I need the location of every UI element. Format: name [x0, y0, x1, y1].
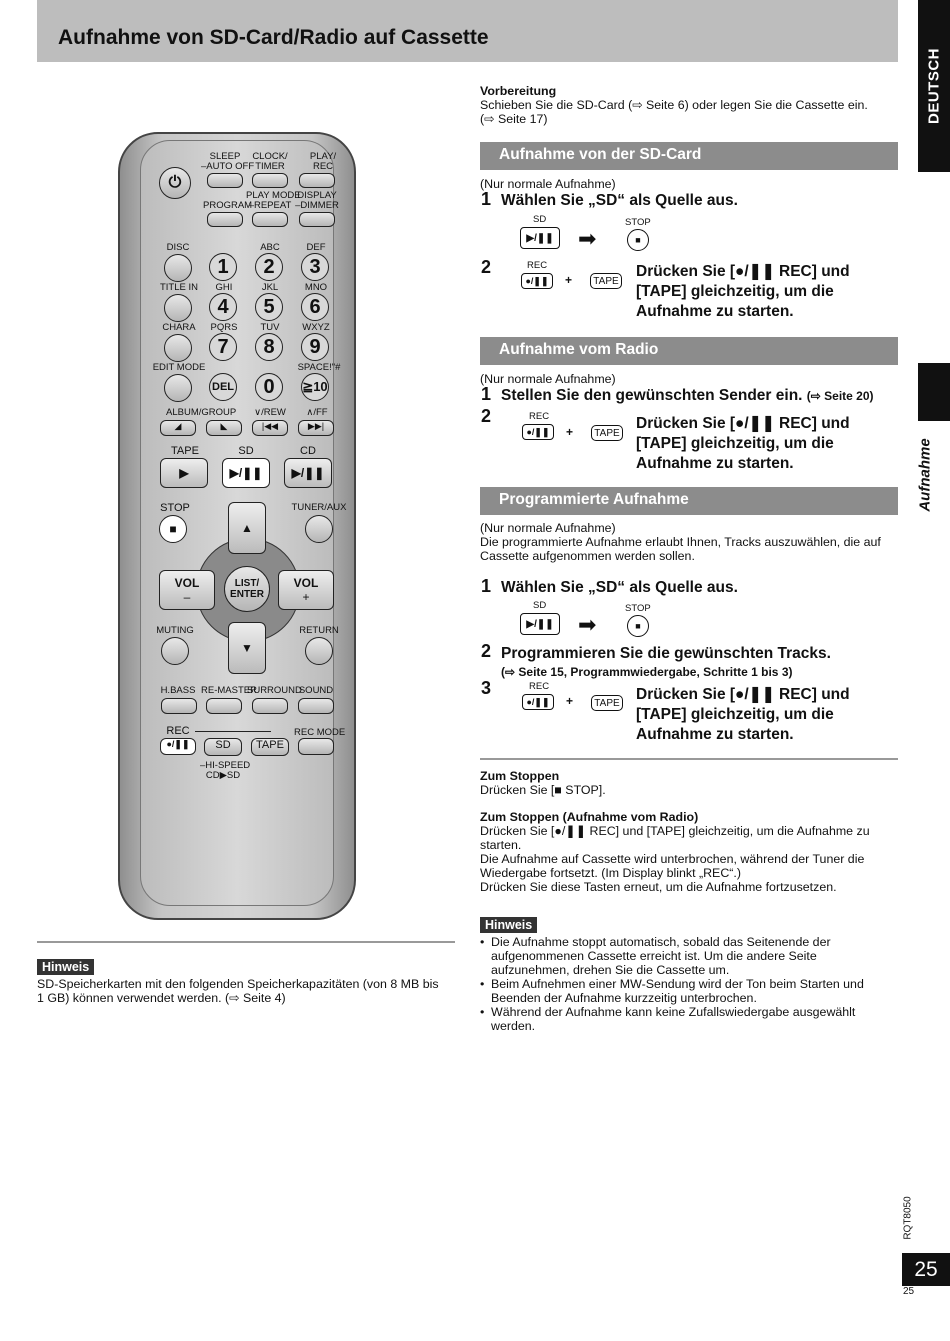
sd-play-key-icon: ▶/❚❚	[520, 613, 560, 635]
playmode-button	[252, 212, 288, 227]
stop-key-icon: ■	[627, 229, 649, 251]
remote-label-chara: CHARA	[162, 322, 196, 333]
sd-step2-text	[636, 262, 850, 322]
remote-label-space: SPACE!"#	[297, 362, 341, 373]
prep-heading: Vorbereitung	[480, 84, 557, 98]
display-button	[299, 212, 335, 227]
remote-label-return: RETURN	[299, 625, 339, 636]
remote-label-remaster: RE-MASTER	[201, 685, 257, 696]
remote-label-def: DEF	[306, 242, 326, 253]
num-0-button: 0	[255, 373, 283, 401]
hinweis-right-list	[480, 935, 900, 1033]
left-divider	[37, 941, 455, 943]
down-button: ▼	[228, 622, 266, 674]
remote-label-rec-mode: REC MODE	[294, 727, 346, 738]
section-marker	[918, 363, 950, 421]
num-5-button: 5	[255, 293, 283, 321]
prep-line-2: (⇨ Seite 17)	[480, 112, 548, 126]
rec-key-label: REC	[529, 681, 550, 692]
remote-label-tuv: TUV	[260, 322, 280, 333]
hinweis-note-2	[480, 977, 900, 1005]
radio-step1-number: 1	[481, 384, 492, 404]
album-down-button: ◢	[160, 420, 196, 436]
edit-mode-button	[164, 374, 192, 402]
rec-key-label: REC	[529, 411, 550, 422]
divider	[480, 758, 898, 760]
del-button: DEL	[209, 373, 237, 401]
remote-label-muting: MUTING	[156, 625, 194, 636]
section-sd-title: Aufnahme von der SD-Card	[480, 142, 898, 170]
chara-button	[164, 334, 192, 362]
plus-sign: +	[565, 273, 573, 287]
radio-step1-ref: (⇨ Seite 20)	[806, 389, 874, 403]
sd-step1-text: Wählen Sie „SD“ als Quelle aus.	[501, 192, 738, 209]
program-step2-number: 2	[481, 641, 492, 661]
section-radio-title: Aufnahme vom Radio	[480, 337, 898, 365]
program-desc-2: Cassette aufgenommen werden sollen.	[480, 549, 695, 563]
cd-play-pause-button: ▶/❚❚	[284, 458, 332, 488]
hbass-button	[161, 698, 197, 714]
preparation	[480, 84, 900, 126]
program-step1-text: Wählen Sie „SD“ als Quelle aus.	[501, 579, 738, 596]
stop-key-label: STOP	[625, 217, 651, 228]
rewind-button: |◀◀	[252, 420, 288, 436]
stop-key-label: STOP	[625, 603, 651, 614]
rec-key-icon: ●/❚❚	[522, 424, 554, 440]
hinweis-left-label: Hinweis	[37, 959, 94, 975]
rec-key-label: REC	[527, 260, 548, 271]
program-step3-line-1: Drücken Sie [●/❚❚ REC] und	[636, 686, 850, 703]
sound-button	[298, 698, 334, 714]
tape-key-icon: TAPE	[591, 425, 623, 441]
remote-label-hbass: H.BASS	[160, 685, 196, 696]
plus-sign: +	[566, 694, 574, 708]
program-step1-number: 1	[481, 576, 492, 596]
remote-label-title-in: TITLE IN	[159, 282, 198, 293]
hinweis-note-3	[480, 1005, 900, 1033]
radio-step1	[501, 387, 874, 405]
remote-label-disc: DISC	[166, 242, 190, 253]
remote-label-jkl: JKL	[261, 282, 279, 293]
stop-heading: Zum Stoppen	[480, 769, 560, 783]
doc-code-text: RQT8050	[902, 1196, 914, 1240]
doc-code	[896, 1190, 920, 1246]
program-button	[207, 212, 243, 227]
section-side-label-text: Aufnahme	[916, 438, 934, 512]
remote-label-sleep: SLEEP	[209, 151, 241, 162]
play-rec-button	[299, 173, 335, 188]
power-button: ⏻	[159, 167, 191, 199]
note-3-line-2: werden.	[491, 1019, 536, 1033]
remote-label-tuner-aux: TUNER/AUX	[291, 502, 347, 513]
num-6-button: 6	[301, 293, 329, 321]
remote-label-display: DISPLAY	[297, 190, 337, 201]
program-step3-line-3: Aufnahme zu starten.	[636, 726, 794, 743]
sd-step2-line-3: Aufnahme zu starten.	[636, 303, 794, 320]
remote-label-rec: REC	[166, 725, 190, 737]
remote-label-tape: TAPE	[171, 445, 199, 457]
list-enter-button	[224, 566, 270, 612]
hinweis-note-1	[480, 935, 900, 977]
remote-label-ghi: GHI	[215, 282, 233, 293]
tape-key-icon: TAPE	[590, 273, 622, 289]
sd-key-label: SD	[533, 214, 547, 225]
vol-up-button: VOL +	[278, 570, 334, 610]
hinweis-right-badge	[480, 916, 537, 934]
tape-play-button: ▶	[160, 458, 208, 488]
sd-step1-number: 1	[481, 189, 492, 209]
remote-label-wxyz: WXYZ	[302, 322, 330, 333]
tuner-aux-button	[305, 515, 333, 543]
note-1-line-3: aufzunehmen, drehen Sie die Cassette um.	[491, 963, 730, 977]
remote-label-mno: MNO	[304, 282, 328, 293]
note-1-line-2: aufgenommenen Cassette erreicht ist. Um die andere Seite	[491, 949, 817, 963]
remaster-button	[206, 698, 242, 714]
rec-mode-button	[298, 738, 334, 755]
language-tab-label: DEUTSCH	[925, 47, 943, 125]
rec-key-icon: ●/❚❚	[521, 273, 553, 289]
remote-label-pqrs: PQRS	[210, 322, 238, 333]
remote-label-cd: CD	[300, 445, 316, 457]
page-number-small: 25	[903, 1286, 915, 1297]
num-1-button: 1	[209, 253, 237, 281]
program-desc-1: Die programmierte Aufnahme erlaubt Ihnen, Tracks auszuwählen, die auf	[480, 535, 881, 549]
album-up-button: ◣	[206, 420, 242, 436]
radio-step2-text	[636, 414, 850, 474]
num-2-button: 2	[255, 253, 283, 281]
note-1-line-1: • Die Aufnahme stoppt automatisch, sobald das Seitenende der	[491, 935, 831, 949]
section-program-title: Programmierte Aufnahme	[480, 487, 898, 515]
sd-note: (Nur normale Aufnahme)	[480, 177, 616, 191]
stop-radio-line-3: Die Aufnahme auf Cassette wird unterbrochen, während der Tuner die	[480, 852, 865, 866]
remote-label-hispeed: –HI-SPEED	[200, 760, 251, 771]
remote-label-dimmer: –DIMMER	[295, 200, 339, 211]
tape-button-label: TAPE	[256, 739, 284, 751]
list-enter-label-2: ENTER	[230, 589, 264, 600]
stop-text: Drücken Sie [■ STOP].	[480, 783, 606, 797]
ge10-button: ≧10	[301, 373, 329, 401]
program-step3-line-2: [TAPE] gleichzeitig, um die	[636, 706, 834, 723]
hinweis-left-line-1: SD-Speicherkarten mit den folgenden Speicherkapazitäten (von 8 MB bis	[37, 977, 439, 991]
note-3-line-1: • Während der Aufnahme kann keine Zufallswiedergabe ausgewählt	[491, 1005, 856, 1019]
program-intro	[480, 521, 900, 563]
program-step2-ref: (⇨ Seite 15, Programmwiedergabe, Schritte 1 bis 3)	[501, 665, 793, 679]
radio-note: (Nur normale Aufnahme)	[480, 372, 616, 386]
remote-label-repeat: –REPEAT	[248, 200, 292, 211]
stop-radio-line-1: Drücken Sie [●/❚❚ REC] und [TAPE] gleichzeitig, um die Aufnahme zu	[480, 824, 870, 838]
hinweis-left-badge	[37, 958, 94, 976]
disc-button	[164, 254, 192, 282]
remote-label-program: PROGRAM	[203, 200, 253, 211]
sd-button	[204, 738, 242, 756]
sleep-button	[207, 173, 243, 188]
surround-button	[252, 698, 288, 714]
page-title: Aufnahme von SD-Card/Radio auf Cassette	[58, 26, 489, 49]
program-step2-text: Programmieren Sie die gewünschten Tracks.	[501, 645, 831, 662]
radio-step2-line-3: Aufnahme zu starten.	[636, 455, 794, 472]
hinweis-left-text	[37, 977, 457, 1005]
sd-step2-line-1: Drücken Sie [●/❚❚ REC] und	[636, 263, 850, 280]
remote-label-album-group: ALBUM/GROUP	[166, 407, 237, 418]
radio-step2-number: 2	[481, 406, 492, 426]
stop-radio-heading: Zum Stoppen (Aufnahme vom Radio)	[480, 810, 699, 824]
hinweis-left-line-2: 1 GB) können verwendet werden. (⇨ Seite 4)	[37, 991, 286, 1005]
section-side-label	[905, 430, 945, 520]
note-2-line-2: Beenden der Aufnahme kurzzeitig unterbrochen.	[491, 991, 757, 1005]
num-8-button: 8	[255, 333, 283, 361]
remote-label-abc: ABC	[260, 242, 280, 253]
stop-radio-line-5: Drücken Sie diese Tasten erneut, um die Aufnahme fortzusetzen.	[480, 880, 837, 894]
remote-label-ff: ∧/FF	[306, 407, 328, 418]
muting-button	[161, 637, 189, 665]
program-step3-number: 3	[481, 678, 492, 698]
remote-label-sd: SD	[238, 445, 254, 457]
num-9-button: 9	[301, 333, 329, 361]
sd-key-label: SD	[533, 600, 547, 611]
arrow-right-icon: ➡	[578, 612, 597, 637]
plus-sign: +	[566, 425, 574, 439]
remote-label-cd-to-sd: CD▶SD	[205, 770, 241, 781]
stop-radio-line-2: starten.	[480, 838, 522, 852]
return-button	[305, 637, 333, 665]
arrow-right-icon: ➡	[578, 226, 597, 251]
prep-line-1: Schieben Sie die SD-Card (⇨ Seite 6) oder legen Sie die Cassette ein.	[480, 98, 868, 112]
sd-play-key-icon: ▶/❚❚	[520, 227, 560, 249]
program-note: (Nur normale Aufnahme)	[480, 521, 616, 535]
num-4-button: 4	[209, 293, 237, 321]
title-bar	[37, 0, 898, 62]
vol-down-button: VOL –	[159, 570, 215, 610]
remote-label-edit-mode: EDIT MODE	[152, 362, 206, 373]
remote-label-playmode: PLAY MODE	[246, 190, 301, 201]
note-2-line-1: • Beim Aufnehmen einer MW-Sendung wird der Ton beim Starten und	[491, 977, 864, 991]
num-7-button: 7	[209, 333, 237, 361]
tape-button	[251, 738, 289, 756]
remote-label-auto-off: –AUTO OFF	[201, 161, 255, 172]
vol-down-label: VOL	[174, 576, 200, 590]
num-3-button: 3	[301, 253, 329, 281]
page-number: 25	[914, 1257, 938, 1281]
list-enter-label-1: LIST/	[234, 578, 260, 589]
remote-label-timer: TIMER	[255, 161, 285, 172]
stop-info	[480, 769, 900, 894]
sd-play-pause-button: ▶/❚❚	[222, 458, 270, 488]
stop-button: ■	[159, 515, 187, 543]
title-in-button	[164, 294, 192, 322]
vol-up-label: VOL	[293, 576, 319, 590]
radio-step1-text: Stellen Sie den gewünschten Sender ein.	[501, 387, 803, 404]
program-step3-text	[636, 685, 850, 745]
remote-label-sound: SOUND	[298, 685, 334, 696]
fast-forward-button: ▶▶|	[298, 420, 334, 436]
stop-radio-line-4: Wiedergabe fortsetzt. (Im Display blinkt „REC“.)	[480, 866, 741, 880]
sd-step2-number: 2	[481, 257, 492, 277]
radio-step2-line-1: Drücken Sie [●/❚❚ REC] und	[636, 415, 850, 432]
hinweis-right-label: Hinweis	[480, 917, 537, 933]
page-number-box	[902, 1253, 950, 1286]
clock-button	[252, 173, 288, 188]
remote-label-stop: STOP	[160, 502, 190, 514]
rec-line	[195, 731, 271, 732]
radio-step2-line-2: [TAPE] gleichzeitig, um die	[636, 435, 834, 452]
sd-step2-line-2: [TAPE] gleichzeitig, um die	[636, 283, 834, 300]
tape-key-icon: TAPE	[591, 695, 623, 711]
rec-key-icon: ●/❚❚	[522, 694, 554, 710]
up-button: ▲	[228, 502, 266, 554]
remote-label-play-rec: PLAY/	[309, 151, 337, 162]
remote-label-play-rec-2: REC	[312, 161, 334, 172]
stop-key-icon: ■	[627, 615, 649, 637]
language-tab	[918, 0, 950, 172]
remote-label-rew: ∨/REW	[254, 407, 286, 418]
remote-label-clock: CLOCK/	[252, 151, 288, 162]
remote-label-surround: SURROUND	[247, 685, 302, 696]
sd-button-label: SD	[215, 739, 231, 751]
rec-button: ●/❚❚	[160, 738, 196, 755]
